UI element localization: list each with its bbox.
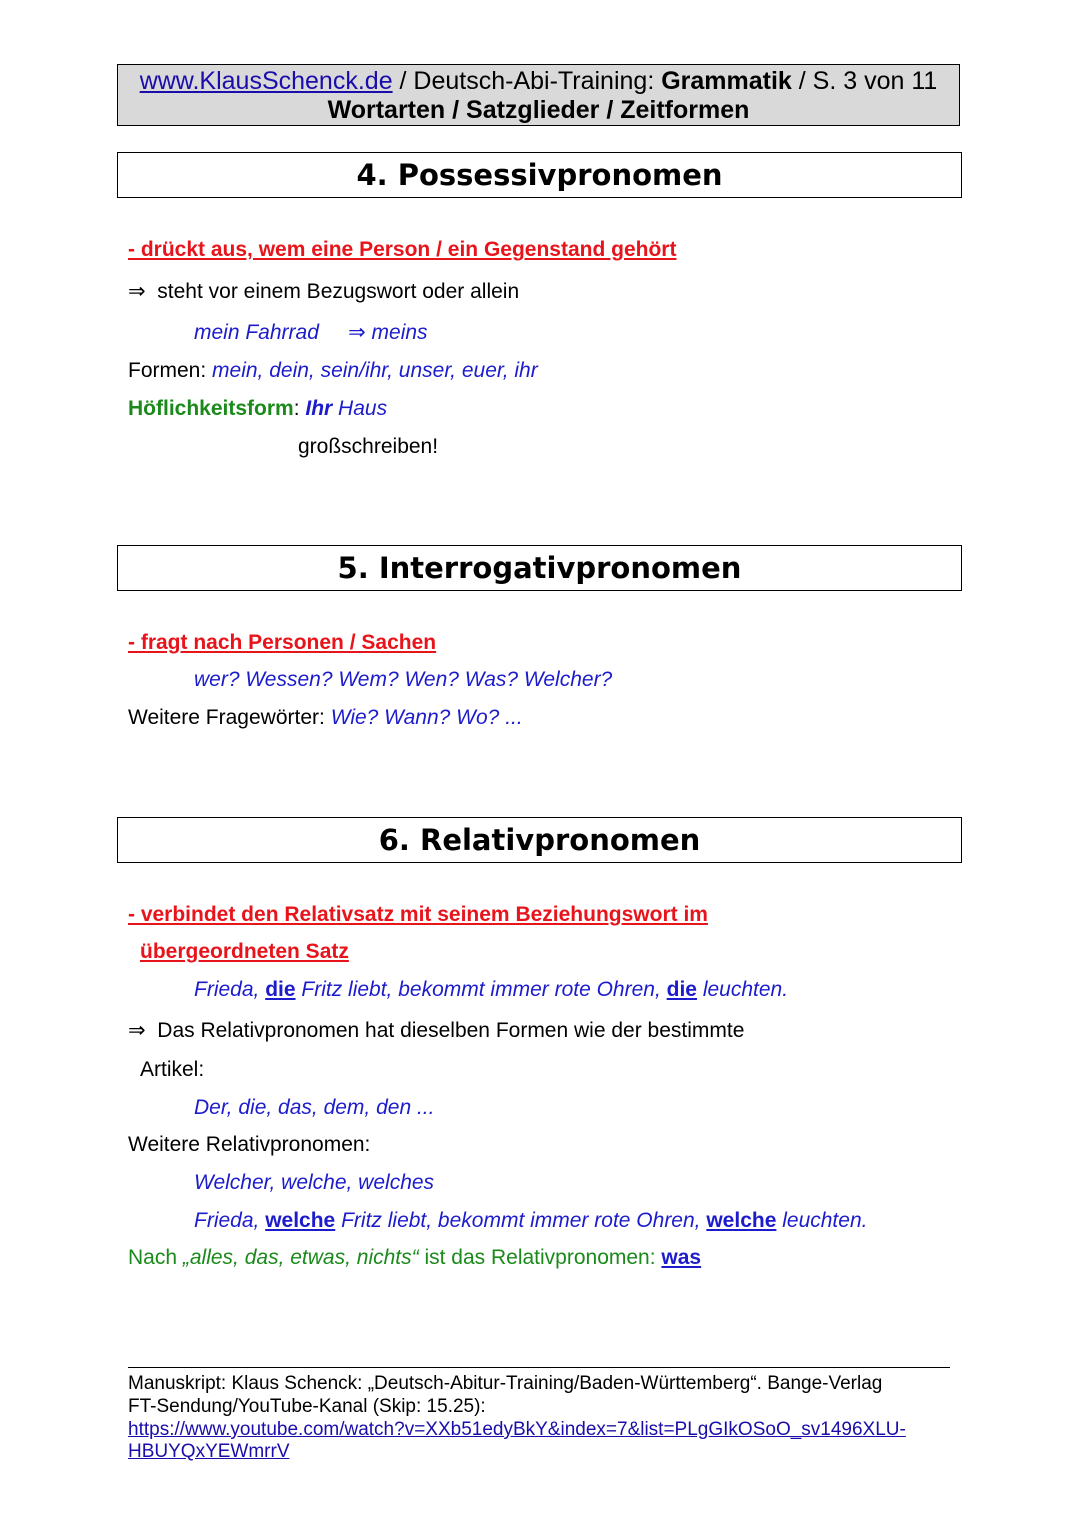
ex2-part-b: Fritz liebt, bekommt immer rote Ohren, [335,1209,707,1232]
relativ-definition-line-1: - verbindet den Relativsatz mit seinem Beziehungswort im [128,903,708,926]
ex1-die-1: die [265,978,296,1001]
more-questions-label: Weitere Fragewörter: [128,706,331,729]
section-title-possessiv: 4. Possessivpronomen [117,152,962,198]
relativ-example-1 [194,977,788,1003]
relativ-note [128,1017,744,1044]
relativ-forms: Der, die, das, dem, den ... [194,1096,435,1119]
politeness-haus: Haus [332,397,388,420]
forms-label: Formen: [128,359,213,382]
site-link[interactable]: www.KlausSchenck.de [139,67,393,95]
relativ-more-label: Weitere Relativpronomen: [128,1133,371,1156]
nach-was: was [661,1246,702,1269]
example-meins: meins [371,321,428,344]
header-line-1 [118,67,959,96]
section-title-relativ: 6. Relativpronomen [117,817,962,863]
politeness-colon: : [293,397,306,420]
example-mein-fahrrad: mein Fahrrad [194,321,319,344]
possessiv-example [194,319,428,346]
possessiv-definition: - drückt aus, wem eine Person / ein Gegenstand gehört [128,238,677,261]
youtube-link[interactable]: https://www.youtube.com/watch?v=XXb51edyBkY&index=7&list=PLgGIkOSoO_sv1496XLU- [128,1419,906,1440]
footer-url [128,1419,906,1463]
implies-arrow-icon: ⇒ [128,279,146,303]
header-topic: Grammatik [661,67,792,95]
nach-part-b: ist das Relativpronomen: [418,1246,662,1269]
ex1-part-b: Fritz liebt, bekommt immer rote Ohren, [295,978,667,1001]
politeness-ihr: Ihr [305,397,333,420]
nach-words: „alles, das, etwas, nichts“ [182,1246,419,1269]
page-header [117,64,960,126]
footer-divider [128,1367,950,1368]
ex1-part-c: leuchten. [696,978,789,1001]
relativ-note-text: Das Relativpronomen hat dieselben Formen wie der bestimmte [157,1019,745,1042]
ex2-welche-2: welche [706,1209,777,1232]
ex1-die-2: die [666,978,697,1001]
ex2-part-a: Frieda, [194,1209,266,1232]
nach-part-a: Nach [128,1246,183,1269]
ex2-part-c: leuchten. [776,1209,868,1232]
possessiv-note-text: steht vor einem Bezugswort oder allein [157,280,520,303]
capitalize-note: großschreiben! [298,435,439,458]
relativ-example-2 [194,1208,867,1234]
footer-broadcast: FT-Sendung/YouTube-Kanal (Skip: 15.25): [128,1396,486,1417]
header-subtitle: Wortarten / Satzglieder / Zeitformen [327,96,750,124]
header-page: / S. 3 von 11 [791,67,938,95]
relativ-definition-line-2: übergeordneten Satz [140,940,349,963]
ex1-part-a: Frieda, [194,978,266,1001]
implies-arrow-icon: ⇒ [128,1018,146,1042]
possessiv-note [128,278,519,305]
ex2-welche-1: welche [265,1209,336,1232]
interrogativ-more [128,705,523,731]
relativ-nach-rule [128,1245,701,1271]
politeness-label: Höflichkeitsform [128,397,294,420]
implies-arrow-icon: ⇒ [348,320,366,344]
youtube-link-continued[interactable]: HBUYQxYEWmrrV [128,1441,290,1462]
interrogativ-examples: wer? Wessen? Wem? Wen? Was? Welcher? [194,668,613,691]
forms-list: mein, dein, sein/ihr, unser, euer, ihr [212,359,538,382]
interrogativ-definition: - fragt nach Personen / Sachen [128,631,437,654]
more-questions-list: Wie? Wann? Wo? ... [330,706,523,729]
possessiv-forms [128,358,538,384]
relativ-note-line-2: Artikel: [140,1058,205,1081]
relativ-more-list: Welcher, welche, welches [194,1171,435,1194]
header-course: / Deutsch-Abi-Training: [392,67,662,95]
footer-manuscript: Manuskript: Klaus Schenck: „Deutsch-Abitur-Training/Baden-Württemberg“. Bange-Verlag [128,1373,883,1394]
section-title-interrogativ: 5. Interrogativpronomen [117,545,962,591]
politeness-form [128,396,387,422]
